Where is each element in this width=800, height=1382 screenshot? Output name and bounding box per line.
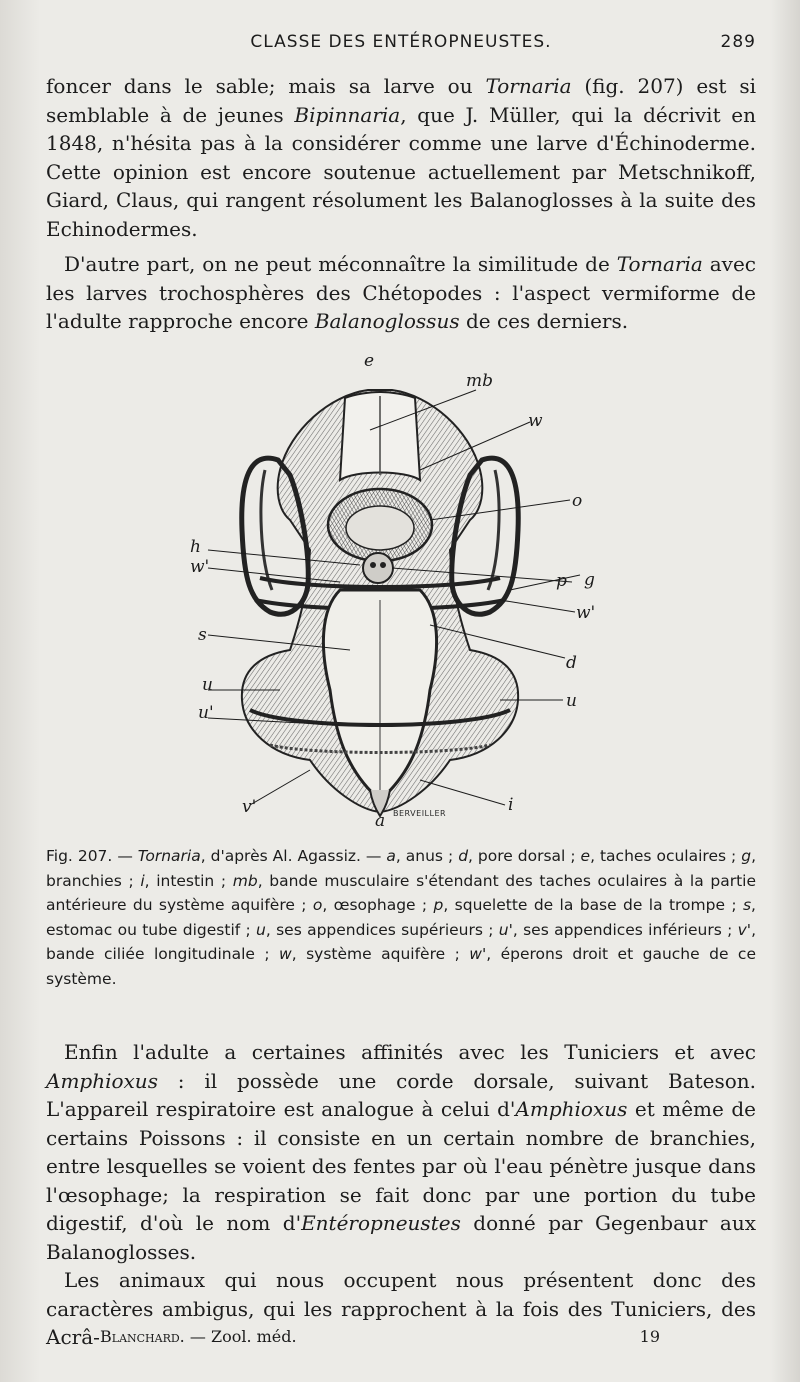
caption-segment: u (256, 920, 266, 939)
label-w: w (528, 411, 543, 431)
paragraph-1 (46, 72, 756, 243)
caption-segment: s (742, 896, 752, 914)
caption-segment: Fig. 207. — (46, 847, 138, 865)
paragraph-segment: D'autre part, on ne peut méconnaître la similitude de (64, 252, 617, 276)
caption-segment: g (741, 847, 752, 865)
caption-segment: , ses appendices supérieurs ; (265, 920, 499, 939)
paragraph-segment: Balanoglossus (314, 309, 460, 333)
paragraph-segment: de ces derniers. (459, 309, 629, 333)
left-inner-loop (261, 470, 272, 590)
label-u-left: u (202, 675, 213, 695)
page-number: 289 (720, 32, 756, 52)
running-header (46, 32, 756, 58)
paragraph-segment: Entéropneustes (301, 1211, 461, 1235)
caption-segment: , pore dorsal ; (468, 847, 581, 865)
caption-segment: d (458, 847, 469, 865)
caption-segment: mb (232, 871, 258, 890)
footer-author: Blanchard. (100, 1327, 185, 1346)
page-footer (100, 1327, 660, 1351)
paragraph-segment: donné par Gegenbaur aux Balanoglosses. (46, 1211, 756, 1264)
label-d: d (566, 653, 577, 673)
caption-segment: , bande musculaire s'étendant des taches oculaires à la partie antérieure du système aquifère ; (46, 871, 756, 914)
label-p: p (556, 571, 567, 591)
caption-segment: , anus ; (395, 847, 459, 865)
skeleton-dot (370, 562, 376, 568)
paragraph-segment: foncer dans le sable; mais sa larve ou (46, 74, 486, 98)
label-v-prime: v' (242, 797, 257, 817)
label-w-prime-left: w' (190, 557, 210, 577)
caption-segment: , éperons droit et gauche de ce système. (46, 945, 756, 988)
sheet-number: 19 (639, 1327, 660, 1346)
right-inner-loop (488, 470, 499, 590)
caption-segment: , œsophage ; (322, 896, 434, 914)
caption-segment: w (279, 945, 292, 963)
label-h: h (190, 537, 201, 557)
caption-segment: e (580, 847, 591, 865)
figure-tornaria (180, 350, 620, 830)
proboscis-skeleton (363, 553, 393, 583)
paragraph-3 (46, 1038, 756, 1266)
paragraph-segment: Tornaria (485, 74, 572, 98)
paragraph-segment: Les animaux qui nous occupent nous présentent donc des caractères ambigus, qui les rapprochent à la fois des Tuniciers, des Acrâ- (46, 1268, 756, 1349)
caption-segment: , squelette de la base de la trompe ; (443, 896, 743, 914)
paragraph-segment: avec les larves trochosphères des Chétopodes : l'aspect vermiforme de l'adulte rapproche encore (46, 252, 756, 333)
paragraph-segment: Amphioxus (515, 1097, 628, 1121)
running-title: CLASSE DES ENTÉROPNEUSTES. (250, 32, 552, 52)
caption-segment: , estomac ou tube digestif ; (46, 896, 756, 939)
skeleton-dot (380, 562, 386, 568)
label-u-prime: u' (198, 703, 214, 723)
label-o: o (572, 491, 583, 511)
caption-segment: v' (737, 920, 752, 939)
footer-title: — Zool. méd. (189, 1327, 297, 1346)
oesophagus-lumen (346, 506, 414, 550)
paragraph-segment: Bipinnaria (294, 102, 401, 127)
caption-segment: , taches oculaires ; (590, 847, 742, 865)
label-mb: mb (466, 371, 494, 391)
caption-segment: Tornaria (137, 847, 201, 865)
caption-segment: , branchies ; (46, 847, 757, 890)
paragraph-segment: : il possède une corde dorsale, suivant Bateson. L'appareil respiratoire est analogue à celui d' (46, 1068, 756, 1121)
paragraph-segment: Enfin l'adulte a certaines affinités avec les Tuniciers et avec (64, 1040, 756, 1064)
label-g: g (584, 570, 595, 590)
paragraph-segment: Tornaria (616, 252, 703, 276)
paragraph-2 (46, 250, 756, 336)
caption-segment: , système aquifère ; (291, 945, 470, 963)
label-s: s (198, 625, 207, 645)
caption-segment: i (140, 871, 145, 890)
label-w-prime-right: w' (576, 603, 596, 623)
paragraph-segment: , que J. Müller, qui la décrivit en 1848, n'hésita pas à la considérer comme une larve d'Échinoderme. Cette opinion est encore soutenue actuellement par Metschnikoff, Giard, Claus, qui rangent résolument les Balanoglosses à la suite des Echinodermes. (46, 102, 756, 241)
caption-segment: , d'après Al. Agassiz. — (200, 847, 387, 865)
caption-segment: w' (469, 945, 487, 963)
figure-caption (46, 844, 756, 991)
paragraph-segment: (fig. 207) est si semblable à de jeunes (46, 74, 756, 127)
engraver-signature: BERVEILLER (393, 809, 447, 818)
caption-segment: u' (498, 920, 513, 939)
footer-signature (100, 1327, 297, 1346)
caption-segment: , ses appendices inférieurs ; (512, 920, 738, 939)
label-a: a (375, 811, 386, 830)
caption-segment: a (386, 847, 396, 865)
caption-segment: , intestin ; (144, 871, 233, 890)
label-i: i (508, 795, 514, 815)
paragraph-segment: Amphioxus (46, 1068, 158, 1093)
caption-segment: p (433, 896, 444, 914)
caption-segment: o (312, 896, 323, 914)
tornaria-engraving (180, 350, 620, 830)
label-u-right: u (566, 691, 577, 711)
paragraph-segment: et même de certains Poissons : il consiste en un certain nombre de branchies, entre lesquelles se voient des fentes par où l'eau pénètre jusque dans l'œsophage; la respiration se fait donc par une portion du tube digestif, d'où le nom d' (46, 1097, 756, 1235)
caption-segment: , bande ciliée longitudinale ; (46, 920, 756, 963)
label-e: e (364, 351, 375, 371)
